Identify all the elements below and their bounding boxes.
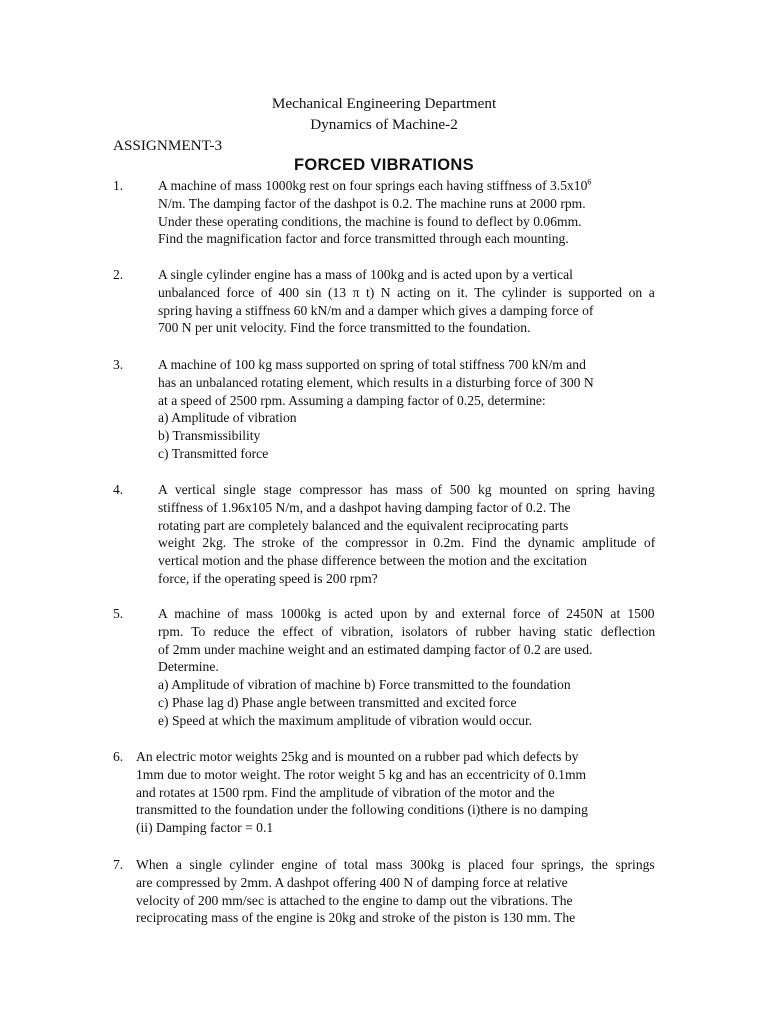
question-line: at a speed of 2500 rpm. Assuming a damping factor of 0.25, determine: bbox=[158, 392, 546, 408]
question-line: N/m. The damping factor of the dashpot is 0.2. The machine runs at 2000 rpm. bbox=[158, 195, 586, 211]
question-line: are compressed by 2mm. A dashpot offering 400 N of damping force at relative bbox=[136, 874, 568, 890]
question-line: Determine. bbox=[158, 659, 219, 675]
question-line: reciprocating mass of the engine is 20kg and stroke of the piston is 130 mm. The bbox=[136, 910, 576, 926]
question-line: 1mm due to motor weight. The rotor weight 5 kg and has an eccentricity of 0.1mm bbox=[136, 766, 587, 782]
question-number: 1. bbox=[113, 178, 124, 193]
assignment-label: ASSIGNMENT-3 bbox=[113, 137, 223, 154]
sub-item: c) Phase lag d) Phase angle between transmitted and excited force bbox=[158, 694, 517, 710]
question-number: 3. bbox=[113, 357, 124, 372]
question-line: velocity of 200 mm/sec is attached to the engine to damp out the vibrations. The bbox=[136, 892, 573, 908]
sub-item: a) Amplitude of vibration bbox=[158, 410, 297, 426]
question-line: An electric motor weights 25kg and is mounted on a rubber pad which defects by bbox=[136, 749, 579, 764]
department-heading: Mechanical Engineering Department bbox=[271, 95, 497, 112]
question-line: Under these operating conditions, the machine is found to deflect by 0.06mm. bbox=[158, 213, 582, 229]
question-line: of 2mm under machine weight and an estimated damping factor of 0.2 are used. bbox=[158, 641, 593, 657]
course-heading: Dynamics of Machine-2 bbox=[310, 116, 458, 133]
question-line: vertical motion and the phase difference between the motion and the excitation bbox=[158, 553, 587, 569]
question-line: (ii) Damping factor = 0.1 bbox=[136, 820, 274, 836]
question-6 bbox=[136, 748, 655, 837]
sub-item: a) Amplitude of vibration of machine b) Force transmitted to the foundation bbox=[158, 677, 571, 693]
question-line: force, if the operating speed is 200 rpm? bbox=[158, 570, 378, 586]
question-number: 7. bbox=[113, 857, 124, 872]
question-2 bbox=[158, 266, 655, 337]
question-line: A machine of mass 1000kg rest on four springs each having stiffness of 3.5x10 bbox=[158, 178, 588, 193]
question-line: Find the magnification factor and force transmitted through each mounting. bbox=[158, 231, 569, 247]
question-4 bbox=[158, 481, 655, 588]
question-line: weight 2kg. The stroke of the compressor in 0.2m. Find the dynamic amplitude of bbox=[158, 535, 656, 551]
sub-item: e) Speed at which the maximum amplitude of vibration would occur. bbox=[158, 712, 533, 728]
question-line: unbalanced force of 400 sin (13 π t) N acting on it. The cylinder is supported on a bbox=[158, 284, 655, 300]
question-number: 4. bbox=[113, 482, 124, 497]
question-line: A machine of 100 kg mass supported on spring of total stiffness 700 kN/m and bbox=[158, 357, 586, 372]
question-line: has an unbalanced rotating element, which results in a disturbing force of 300 N bbox=[158, 374, 594, 390]
superscript: 6 bbox=[587, 177, 592, 187]
question-5 bbox=[158, 605, 655, 730]
question-number: 6. bbox=[113, 749, 124, 764]
question-line: stiffness of 1.96x105 N/m, and a dashpot having damping factor of 0.2. The bbox=[158, 499, 571, 515]
page-title: FORCED VIBRATIONS bbox=[294, 156, 474, 174]
question-line: 700 N per unit velocity. Find the force transmitted to the foundation. bbox=[158, 320, 531, 336]
question-number: 5. bbox=[113, 606, 124, 621]
question-1 bbox=[158, 177, 655, 248]
question-line: A vertical single stage compressor has mass of 500 kg mounted on spring having bbox=[158, 482, 655, 497]
sub-item: b) Transmissibility bbox=[158, 428, 261, 444]
question-line: and rotates at 1500 rpm. Find the amplitude of vibration of the motor and the bbox=[136, 784, 555, 800]
question-3 bbox=[158, 356, 655, 463]
question-7 bbox=[136, 856, 655, 927]
question-line: A machine of mass 1000kg is acted upon by and external force of 2450N at 1500 bbox=[158, 606, 655, 621]
question-line: spring having a stiffness 60 kN/m and a damper which gives a damping force of bbox=[158, 302, 594, 318]
question-line: transmitted to the foundation under the following conditions (i)there is no damping bbox=[136, 802, 588, 818]
question-line: rotating part are completely balanced and the equivalent reciprocating parts bbox=[158, 517, 569, 533]
question-number: 2. bbox=[113, 267, 124, 282]
sub-item: c) Transmitted force bbox=[158, 445, 269, 461]
question-line: A single cylinder engine has a mass of 100kg and is acted upon by a vertical bbox=[158, 267, 573, 282]
question-line: rpm. To reduce the effect of vibration, isolators of rubber having static deflection bbox=[158, 623, 656, 639]
question-line: When a single cylinder engine of total mass 300kg is placed four springs, the springs bbox=[136, 857, 655, 872]
